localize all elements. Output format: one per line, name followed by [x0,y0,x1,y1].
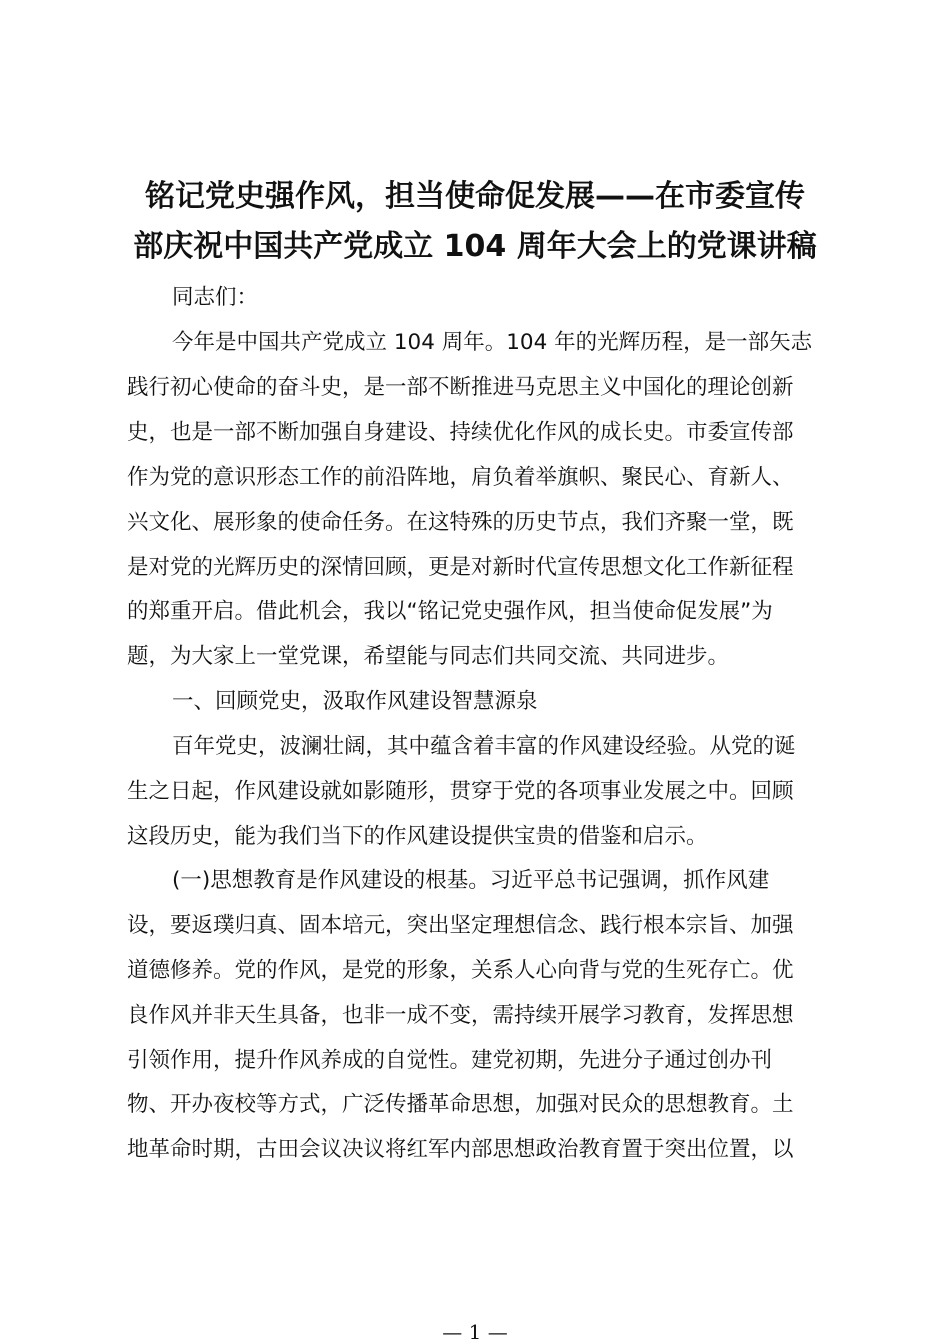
paragraph-line: 物、开办夜校等方式，广泛传播革命思想，加强对民众的思想教育。土 [127,1092,794,1117]
paragraph-line: 良作风并非天生具备，也非一成不变，需持续开展学习教育，发挥思想 [127,1003,794,1028]
paragraph-line: 引领作用，提升作风养成的自觉性。建党初期，先进分子通过创办刊 [127,1048,773,1073]
title-line-2: 部庆祝中国共产党成立 104 周年大会上的党课讲稿 [133,229,817,264]
paragraph-line: 践行初心使命的奋斗史，是一部不断推进马克思主义中国化的理论创新 [127,375,794,400]
paragraph-line: 道德修养。党的作风，是党的形象，关系人心向背与党的生死存亡。优 [127,958,794,983]
paragraph-line: 生之日起，作风建设就如影随形，贯穿于党的各项事业发展之中。回顾 [127,779,794,804]
paragraph-line: 这段历史，能为我们当下的作风建设提供宝贵的借鉴和启示。 [127,824,708,849]
paragraph-line: 是对党的光辉历史的深情回顾，更是对新时代宣传思想文化工作新征程 [127,555,794,580]
paragraph-line: (一)思想教育是作风建设的根基。习近平总书记强调，抓作风建 [172,868,770,893]
paragraph-line: 百年党史，波澜壮阔，其中蕴含着丰富的作风建设经验。从党的诞 [172,734,796,759]
paragraph-line: 今年是中国共产党成立 104 周年。104 年的光辉历程，是一部矢志 [172,330,813,355]
paragraph-line: 地革命时期，古田会议决议将红军内部思想政治教育置于突出位置，以 [127,1137,794,1162]
document-title [110,172,840,272]
title-line-1: 铭记党史强作风，担当使命促发展——在市委宣传 [145,179,805,214]
section-heading: 一、回顾党史，汲取作风建设智慧源泉 [172,689,538,714]
paragraph-line: 题，为大家上一堂党课，希望能与同志们共同交流、共同进步。 [127,644,730,669]
paragraph-line: 设，要返璞归真、固本培元，突出坚定理想信念、践行根本宗旨、加强 [127,913,794,938]
salutation: 同志们： [172,285,259,310]
page-number: — 1 — [442,1320,508,1344]
paragraph-line: 史，也是一部不断加强自身建设、持续优化作风的成长史。市委宣传部 [127,420,794,445]
paragraph-line: 作为党的意识形态工作的前沿阵地，肩负着举旗帜、聚民心、育新人、 [127,465,794,490]
paragraph-line: 兴文化、展形象的使命任务。在这特殊的历史节点，我们齐聚一堂，既 [127,510,794,535]
paragraph-line: 的郑重开启。借此机会，我以“铭记党史强作风，担当使命促发展”为 [127,599,773,624]
